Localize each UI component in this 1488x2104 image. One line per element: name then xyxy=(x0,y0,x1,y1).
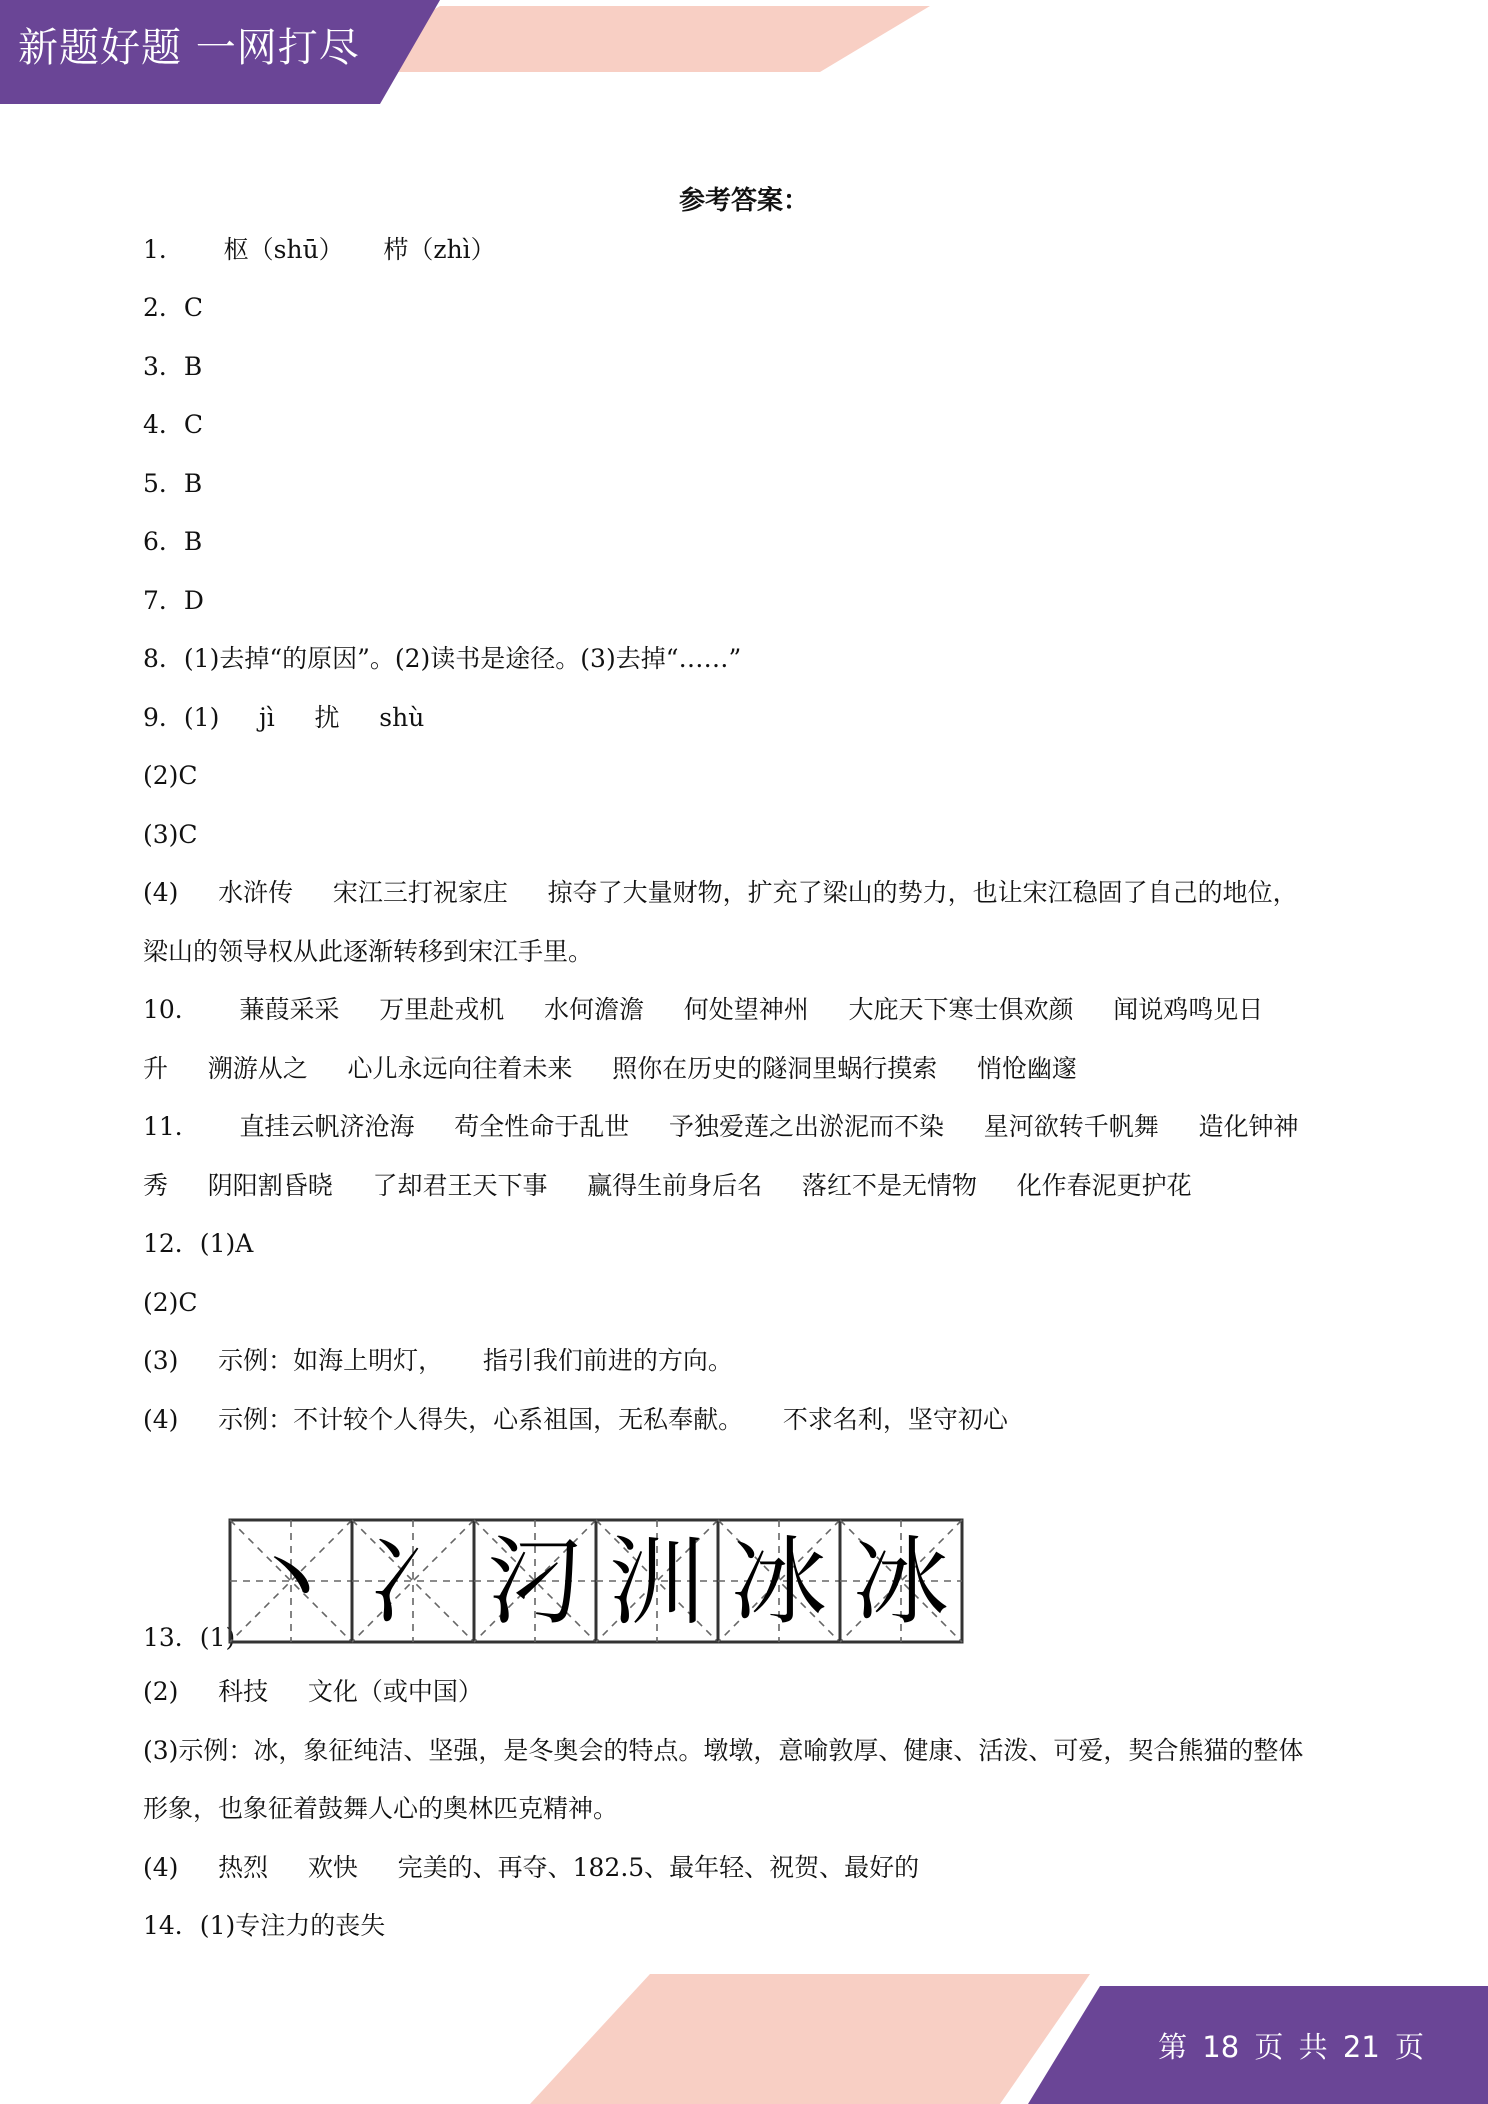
answer-line: (3)示例：冰，象征纯洁、坚强，是冬奥会的特点。墩墩，意喻敦厚、健康、活泼、可爱，契合熊猫的整体 xyxy=(143,1736,1304,1765)
answers-title: 参考答案： xyxy=(678,186,809,216)
answer-line: 1． 枢（shū） 栉（zhì） xyxy=(143,235,496,264)
answer-line: 秀 阴阳割昏晓 了却君王天下事 赢得生前身后名 落红不是无情物 化作春泥更护花 xyxy=(143,1171,1192,1200)
answer-line: 8．(1)去掉“的原因”。(2)读书是途径。(3)去掉“……” xyxy=(143,644,742,673)
stroke-char: 冰 xyxy=(853,1526,949,1638)
stroke-char: 冰 xyxy=(731,1526,827,1638)
answer-line: 升 溯游从之 心儿永远向往着未来 照你在历史的隧洞里蜗行摸索 悄怆幽邃 xyxy=(143,1054,1077,1083)
answer-line: 14．(1)专注力的丧失 xyxy=(143,1911,386,1940)
answer-line: 3．B xyxy=(143,352,203,381)
answer-line: 7．D xyxy=(143,586,204,615)
answer-line: 9．(1) jì 扰 shù xyxy=(143,703,425,732)
stroke-cell xyxy=(230,1520,352,1642)
answer-line: 10． 蒹葭采采 万里赴戎机 水何澹澹 何处望神州 大庇天下寒士俱欢颜 闻说鸡鸣见日 xyxy=(143,995,1264,1024)
answer-line: 梁山的领导权从此逐渐转移到宋江手里。 xyxy=(143,937,594,966)
stroke-char: 冫 xyxy=(365,1526,461,1638)
answer-line: 12．(1)A xyxy=(143,1229,254,1258)
answer-line: (4) 热烈 欢快 完美的、再夺、182.5、最年轻、祝贺、最好的 xyxy=(143,1853,920,1882)
stroke-order-grid xyxy=(228,1518,968,1644)
answer-line: (4) 示例：不计较个人得失，心系祖国，无私奉献。 不求名利，坚守初心 xyxy=(143,1405,1008,1434)
stroke-char: 汌 xyxy=(609,1526,705,1638)
answer-line: (3) 示例：如海上明灯， 指引我们前进的方向。 xyxy=(143,1346,733,1375)
stroke-char: 汈 xyxy=(487,1526,583,1638)
stroke-cell xyxy=(596,1520,718,1642)
answer-line: (2)C xyxy=(143,1288,198,1317)
page-number: 第 18 页 共 21 页 xyxy=(1158,2030,1424,2064)
answer-line: (2)C xyxy=(143,761,198,790)
stroke-cell xyxy=(352,1520,474,1642)
answer-line: (4) 水浒传 宋江三打祝家庄 掠夺了大量财物，扩充了梁山的势力，也让宋江稳固了自己的地位， xyxy=(143,878,1298,907)
answer-line: 11． 直挂云帆济沧海 苟全性命于乱世 予独爱莲之出淤泥而不染 星河欲转千帆舞 造化钟神 xyxy=(143,1112,1299,1141)
stroke-cell xyxy=(840,1520,962,1642)
answer-line: 13．(1) xyxy=(143,1623,236,1652)
answer-line: 2．C xyxy=(143,293,204,322)
answer-line: 4．C xyxy=(143,410,204,439)
stroke-cell xyxy=(474,1520,596,1642)
answer-line: 形象，也象征着鼓舞人心的奥林匹克精神。 xyxy=(143,1794,619,1823)
answer-line: (2) 科技 文化（或中国） xyxy=(143,1677,483,1706)
stroke-cell xyxy=(718,1520,840,1642)
stroke-char: 丶 xyxy=(243,1526,339,1638)
answer-line: 6．B xyxy=(143,527,203,556)
brand-title: 新题好题 一网打尽 xyxy=(18,25,360,71)
answer-line: 5．B xyxy=(143,469,203,498)
answer-line: (3)C xyxy=(143,820,198,849)
